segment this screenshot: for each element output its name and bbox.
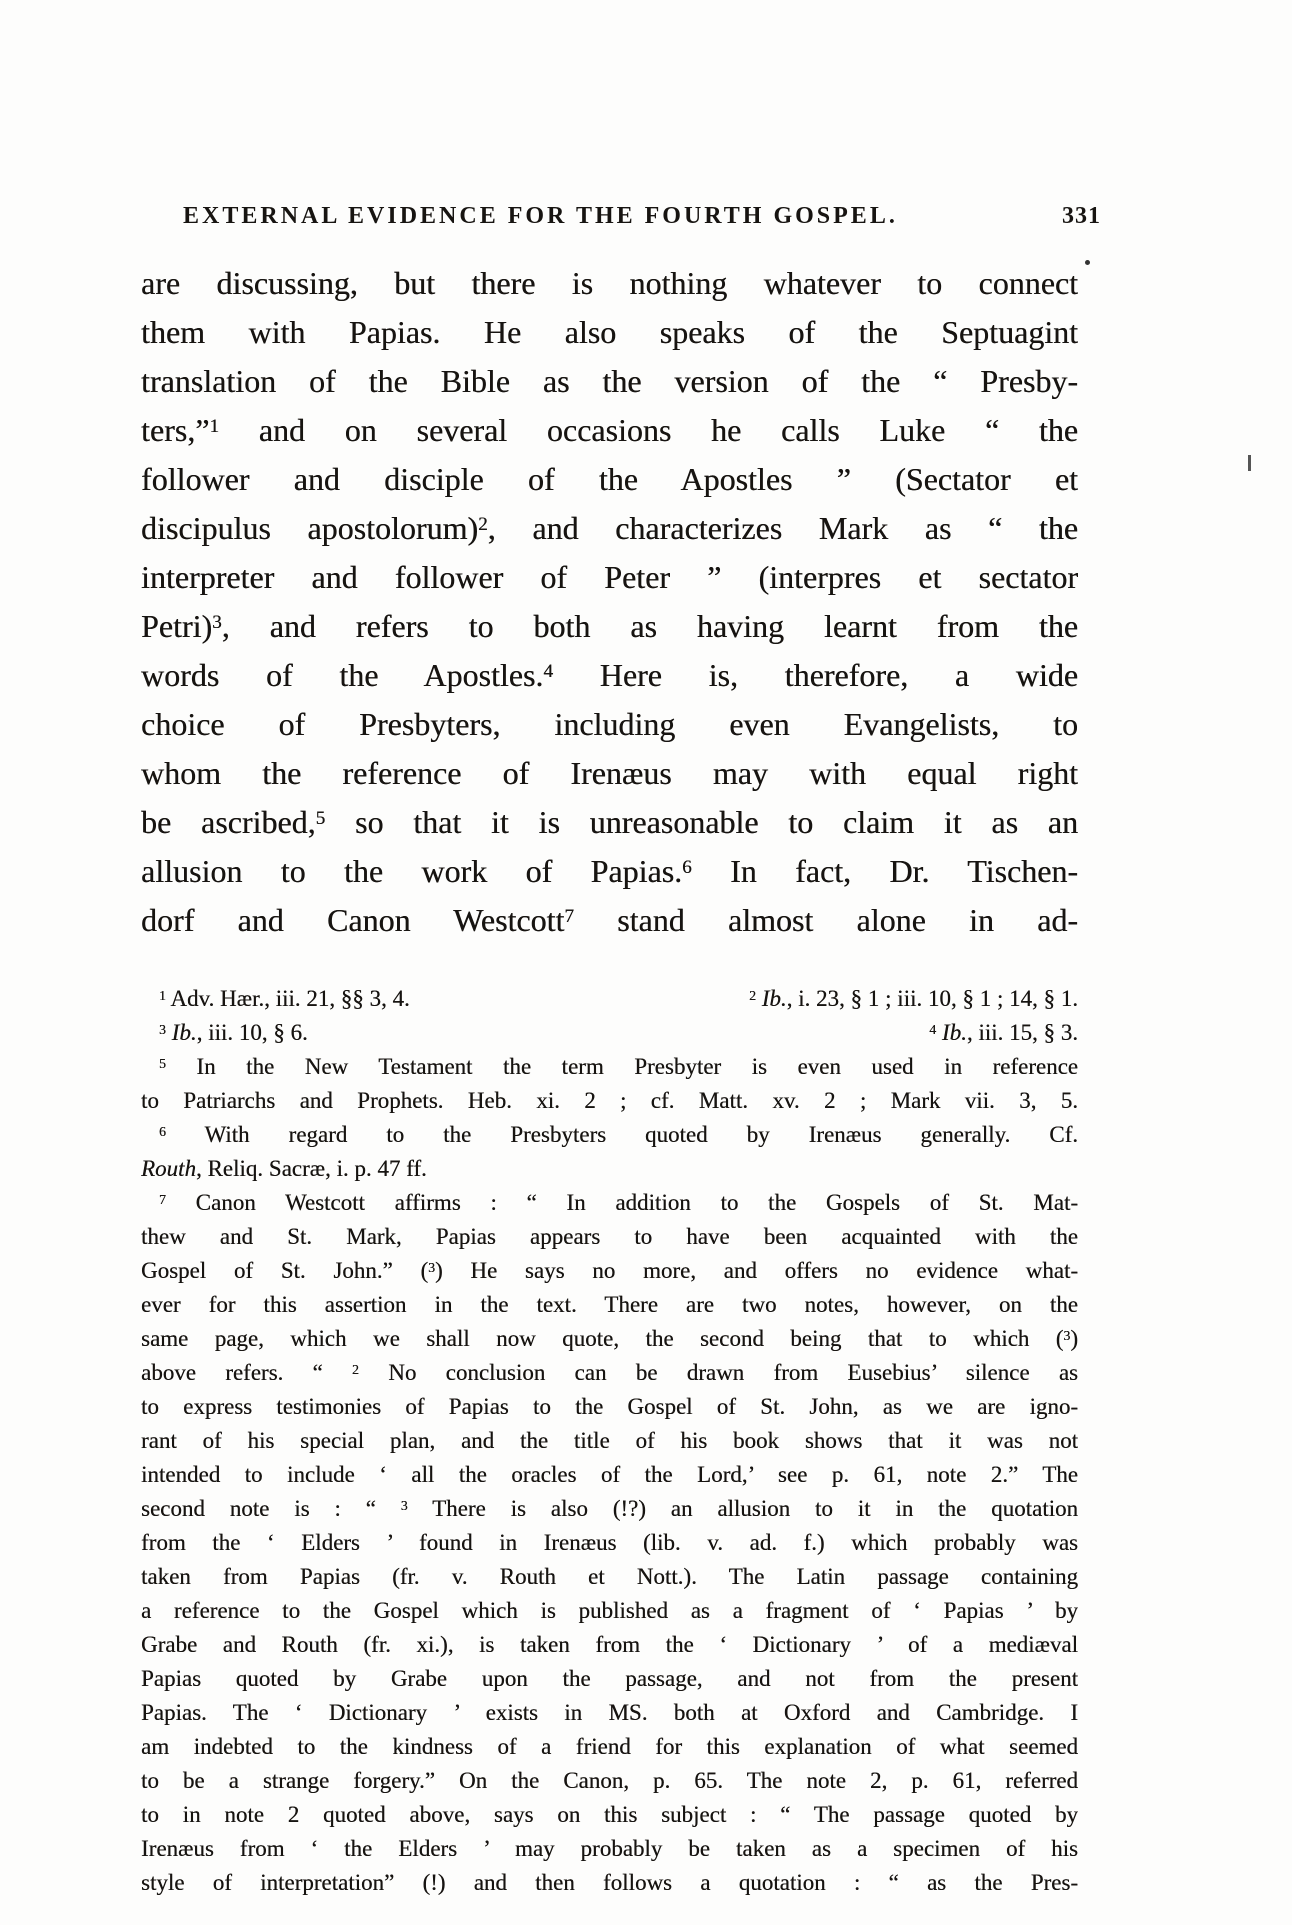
text-segment: a reference to the Gospel which is published as a fragment of ‘ Papias ’ by: [141, 1598, 1078, 1623]
text-segment: rant of his special plan, and the title of his book shows that it was not: [141, 1428, 1078, 1453]
footnote-line: [141, 1832, 1078, 1866]
body-line: [141, 651, 1078, 700]
text-segment: translation of the Bible as the version of the “ Presby-: [141, 363, 1078, 399]
footnote-line: [141, 1628, 1078, 1662]
text-segment: , iii. 10, § 6.: [196, 1020, 308, 1045]
footnote-marker: 7: [159, 1191, 166, 1207]
text-segment: Here is, therefore, a wide: [552, 657, 1078, 693]
footnote-marker: 3: [159, 1021, 166, 1037]
body-line: [141, 504, 1078, 553]
text-segment: Ib.: [941, 1020, 967, 1045]
footnote-line: [141, 1254, 1078, 1288]
text-segment: stand almost alone in ad-: [573, 902, 1078, 938]
footnote-marker: 2: [352, 1361, 359, 1377]
text-segment: Ib.: [761, 986, 787, 1011]
footnote-marker: 7: [564, 906, 574, 928]
footnote-marker: 6: [159, 1123, 166, 1139]
text-segment: There is also (!?) an allusion to it in the quotation: [407, 1496, 1078, 1521]
text-segment: , iii. 15, § 3.: [966, 1020, 1078, 1045]
text-segment: Canon Westcott affirms : “ In addition to the Gospels of St. Mat-: [165, 1190, 1078, 1215]
text-segment: interpreter and follower of Peter ” (interpres et sectator: [141, 559, 1078, 595]
text-segment: Papias. The ‘ Dictionary ’ exists in MS. both at Oxford and Cambridge. I: [141, 1700, 1078, 1725]
footnote-marker: 3: [428, 1259, 436, 1275]
footnote-line: [141, 1152, 1078, 1186]
footnote-line: [141, 1560, 1078, 1594]
footnote-line: [141, 1186, 1078, 1220]
text-segment: dorf and Canon Westcott: [141, 902, 565, 938]
footnote-line: [141, 1764, 1078, 1798]
text-segment: taken from Papias (fr. v. Routh et Nott.). The Latin passage containing: [141, 1564, 1078, 1589]
body-line: [141, 798, 1078, 847]
text-segment: ) He says no more, and offers no evidence what-: [435, 1258, 1078, 1283]
page-number: 331: [1062, 203, 1101, 229]
footnote-line: [141, 1594, 1078, 1628]
footnote-line: [141, 1424, 1078, 1458]
footnote-line: [141, 1662, 1078, 1696]
scan-artifact-tick: [1248, 455, 1251, 471]
text-segment: discipulus apostolorum): [141, 510, 479, 546]
text-segment: In the New Testament the term Presbyter is even used in reference: [165, 1054, 1078, 1079]
body-text: [141, 259, 1078, 945]
text-segment: words of the Apostles.: [141, 657, 544, 693]
footnote-line: [141, 1118, 1078, 1152]
text-segment: to in note 2 quoted above, says on this subject : “ The passage quoted by: [141, 1802, 1078, 1827]
footnote-marker: 1: [159, 987, 166, 1003]
text-segment: Gospel of St. John.” (: [141, 1258, 429, 1283]
text-segment: ): [1070, 1326, 1078, 1351]
text-segment: be ascribed,: [141, 804, 316, 840]
page-header: [141, 200, 1101, 232]
footnote-ref-left: [141, 982, 410, 1016]
body-line: [141, 308, 1078, 357]
footnote-line: [141, 1458, 1078, 1492]
text-segment: are discussing, but there is nothing whatever to connect: [141, 265, 1078, 301]
text-segment: style of interpretation” (!) and then follows a quotation : “ as the Pres-: [141, 1870, 1078, 1895]
text-segment: intended to include ‘ all the oracles of the Lord,’ see p. 61, note 2.” The: [141, 1462, 1078, 1487]
footnote-line: [141, 1084, 1078, 1118]
text-segment: same page, which we shall now quote, the second being that to which (: [141, 1326, 1064, 1351]
text-segment: Papias quoted by Grabe upon the passage, and not from the present: [141, 1666, 1078, 1691]
text-segment: to be a strange forgery.” On the Canon, p. 65. The note 2, p. 61, referred: [141, 1768, 1078, 1793]
text-segment: In fact, Dr. Tischen-: [691, 853, 1078, 889]
footnote-line: [141, 1390, 1078, 1424]
footnote-marker: 6: [682, 857, 692, 879]
footnote-marker: 1: [209, 416, 219, 438]
text-segment: follower and disciple of the Apostles ” (Sectator et: [141, 461, 1078, 497]
text-segment: am indebted to the kindness of a friend for this explanation of what seemed: [141, 1734, 1078, 1759]
text-segment: Irenæus from ‘ the Elders ’ may probably be taken as a specimen of his: [141, 1836, 1078, 1861]
body-line: [141, 749, 1078, 798]
footnote-line: [141, 1696, 1078, 1730]
body-line: [141, 553, 1078, 602]
text-segment: above refers. “: [141, 1360, 353, 1385]
text-segment: to express testimonies of Papias to the Gospel of St. John, as we are igno-: [141, 1394, 1078, 1419]
text-segment: , and characterizes Mark as “ the: [487, 510, 1078, 546]
text-segment: With regard to the Presbyters quoted by Irenæus generally. Cf.: [165, 1122, 1078, 1147]
text-segment: ters,”: [141, 412, 210, 448]
footnote-marker: 3: [212, 612, 222, 634]
footnote-line: [141, 1050, 1078, 1084]
footnote-marker: 5: [315, 808, 326, 830]
text-segment: choice of Presbyters, including even Evangelists, to: [141, 706, 1078, 742]
footnote-marker: 5: [159, 1055, 166, 1071]
footnote-marker: 4: [929, 1021, 937, 1037]
footnote-line: [141, 1526, 1078, 1560]
footnote-line: [141, 1492, 1078, 1526]
text-segment: No conclusion can be drawn from Eusebius’ silence as: [358, 1360, 1078, 1385]
text-segment: and on several occasions he calls Luke “ the: [219, 412, 1078, 448]
text-segment: ever for this assertion in the text. There are two notes, however, on the: [141, 1292, 1078, 1317]
text-segment: Adv. Hær., iii. 21, §§ 3, 4.: [165, 986, 410, 1011]
text-segment: allusion to the work of Papias.: [141, 853, 683, 889]
footnote-marker: 3: [400, 1497, 408, 1513]
text-segment: Grabe and Routh (fr. xi.), is taken from the ‘ Dictionary ’ of a mediæval: [141, 1632, 1078, 1657]
text-segment: Ib.: [171, 1020, 197, 1045]
body-line: [141, 602, 1078, 651]
footnote-marker: 4: [543, 661, 553, 683]
text-segment: Routh: [141, 1156, 196, 1181]
footnote-marker: 2: [478, 514, 488, 536]
text-segment: to Patriarchs and Prophets. Heb. xi. 2 ; cf. Matt. xv. 2 ; Mark vii. 3, 5.: [141, 1088, 1078, 1113]
body-line: [141, 357, 1078, 406]
footnote-line: [141, 1322, 1078, 1356]
footnote-ref-left: [141, 1016, 308, 1050]
footnote-line: [141, 1356, 1078, 1390]
body-line: [141, 406, 1078, 455]
footnote-ref-right: [749, 982, 1078, 1016]
scan-artifact-dot: [1085, 260, 1090, 265]
footnotes-section: [141, 982, 1078, 1900]
text-segment: , and refers to both as having learnt from the: [221, 608, 1078, 644]
footnote-marker: 3: [1063, 1327, 1071, 1343]
footnote-ref-right: [929, 1016, 1078, 1050]
footnote-line: [141, 1798, 1078, 1832]
text-segment: , i. 23, § 1 ; iii. 10, § 1 ; 14, § 1.: [786, 986, 1078, 1011]
text-segment: second note is : “: [141, 1496, 401, 1521]
body-line: [141, 259, 1078, 308]
body-line: [141, 896, 1078, 945]
body-line: [141, 455, 1078, 504]
footnote-marker: 2: [749, 987, 756, 1003]
running-title: EXTERNAL EVIDENCE FOR THE FOURTH GOSPEL.: [183, 203, 898, 229]
footnote-line: [141, 1730, 1078, 1764]
footnote-line: [141, 1288, 1078, 1322]
body-line: [141, 700, 1078, 749]
footnote-ref-row: [141, 982, 1078, 1016]
text-segment: whom the reference of Irenæus may with equal right: [141, 755, 1078, 791]
text-segment: so that it is unreasonable to claim it as an: [325, 804, 1078, 840]
footnote-ref-row: [141, 1016, 1078, 1050]
text-segment: Petri): [141, 608, 213, 644]
text-segment: from the ‘ Elders ’ found in Irenæus (lib. v. ad. f.) which probably was: [141, 1530, 1078, 1555]
text-segment: them with Papias. He also speaks of the Septuagint: [141, 314, 1078, 350]
body-line: [141, 847, 1078, 896]
text-segment: , Reliq. Sacræ, i. p. 47 ff.: [195, 1156, 427, 1181]
footnote-line: [141, 1866, 1078, 1900]
text-segment: thew and St. Mark, Papias appears to have been acquainted with the: [141, 1224, 1078, 1249]
footnote-line: [141, 1220, 1078, 1254]
